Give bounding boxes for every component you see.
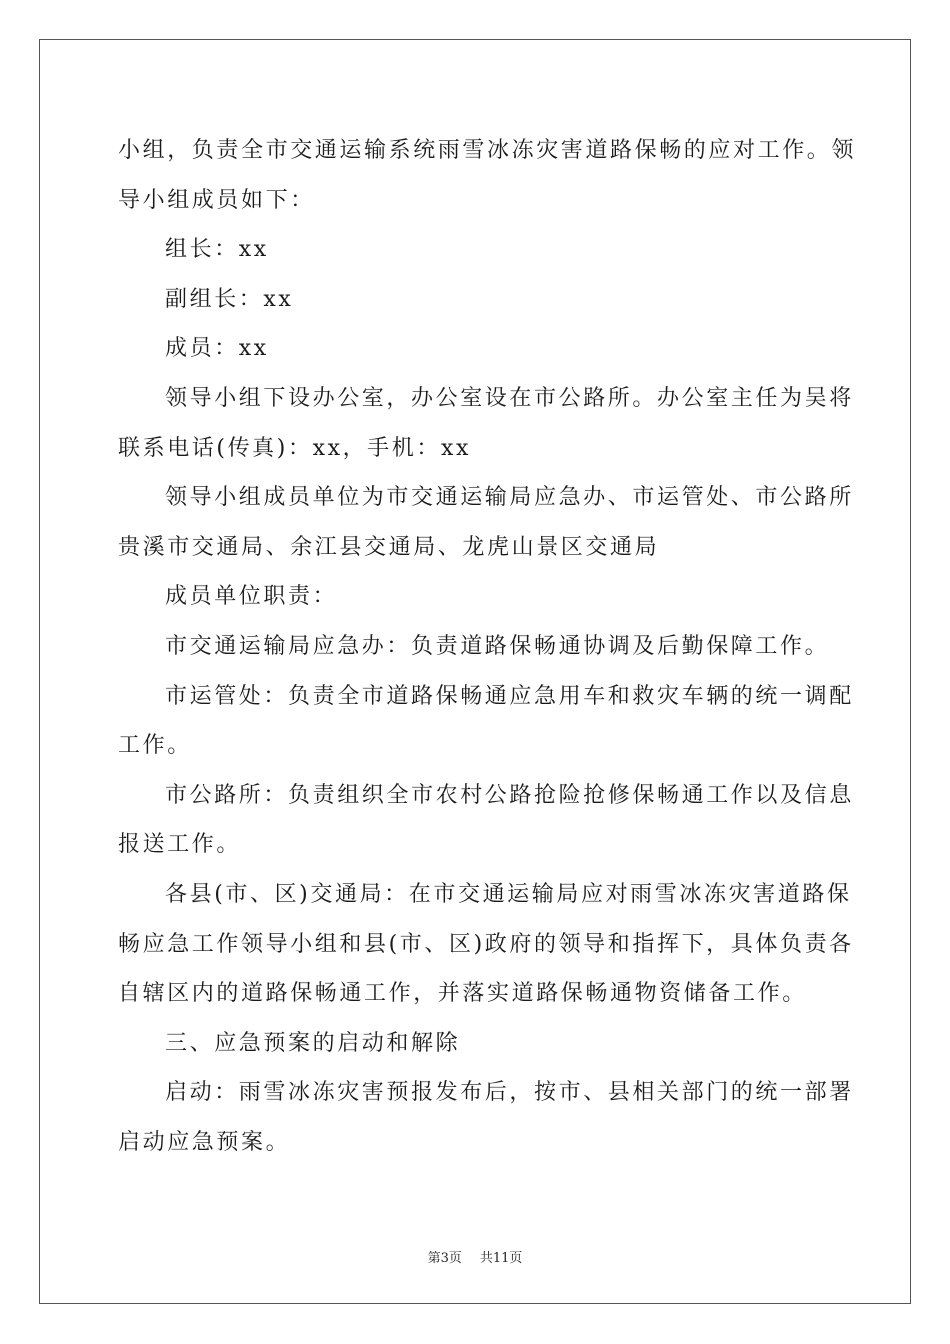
text-line: 组长：xx — [165, 237, 269, 263]
text-line: 成员：xx — [165, 336, 269, 362]
page-number-total: 共11页 — [479, 1251, 523, 1266]
page-footer — [0, 1247, 950, 1266]
text-line: 启动应急预案。 — [118, 1129, 291, 1155]
text-line: 自辖区内的道路保畅通工作，并落实道路保畅通物资储备工作。 — [118, 981, 807, 1007]
text-line: 工作。 — [118, 733, 192, 759]
text-line: 成员单位职责： — [165, 584, 338, 610]
page-number-current: 第3页 — [427, 1251, 462, 1266]
text-line: 联系电话(传真)：xx，手机：xx — [118, 435, 471, 461]
document-body — [118, 126, 857, 1167]
text-line: 市交通运输局应急办：负责道路保畅通协调及后勤保障工作。 — [165, 633, 830, 659]
text-line: 小组，负责全市交通运输系统雨雪冰冻灾害道路保畅的应对工作。领 — [118, 138, 857, 163]
text-line: 各县(市、区)交通局：在市交通运输局应对雨雪冰冻灾害道路保 — [165, 881, 852, 907]
text-line: 市公路所：负责组织全市农村公路抢险抢修保畅通工作以及信息 — [165, 782, 854, 808]
text-line: 启动：雨雪冰冻灾害预报发布后，按市、县相关部门的统一部署 — [165, 1080, 854, 1106]
text-line: 导小组成员如下： — [118, 187, 315, 213]
text-line: 领导小组下设办公室，办公室设在市公路所。办公室主任为吴将 — [165, 385, 854, 411]
text-line: 领导小组成员单位为市交通运输局应急办、市运管处、市公路所 — [165, 485, 854, 511]
text-line: 贵溪市交通局、余江县交通局、龙虎山景区交通局 — [118, 534, 660, 560]
text-line: 副组长：xx — [165, 286, 294, 312]
text-line: 报送工作。 — [118, 832, 242, 858]
text-line: 市运管处：负责全市道路保畅通应急用车和救灾车辆的统一调配 — [165, 683, 854, 709]
text-line: 三、应急预案的启动和解除 — [165, 1030, 461, 1056]
text-line: 畅应急工作领导小组和县(市、区)政府的领导和指挥下，具体负责各 — [118, 931, 854, 957]
